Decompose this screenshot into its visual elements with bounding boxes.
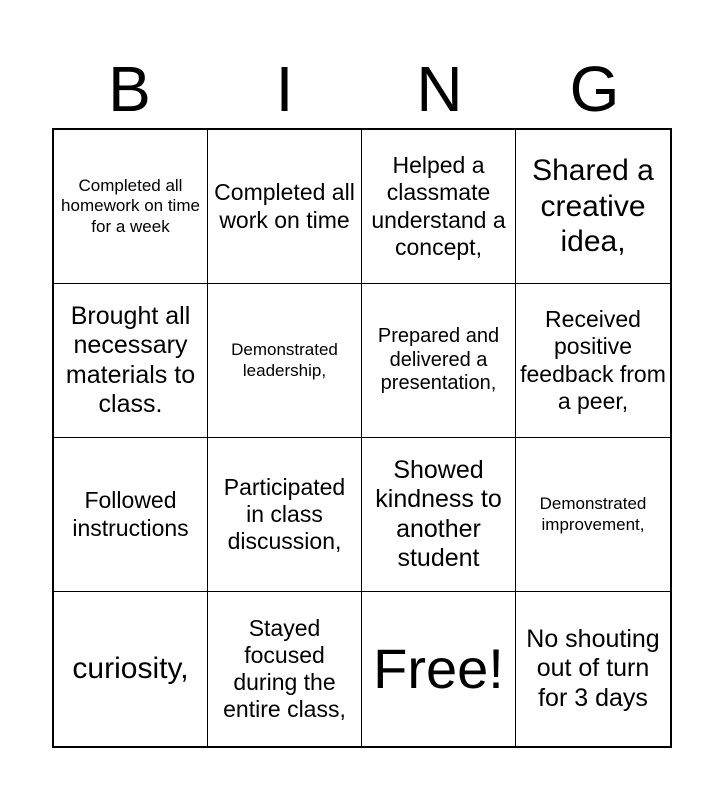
- bingo-header: [52, 50, 672, 128]
- cell-text: Shared a creative idea,: [532, 154, 654, 259]
- bingo-cell[interactable]: [362, 438, 516, 592]
- cell-text: Participated in class discussion,: [223, 473, 346, 555]
- bingo-cell[interactable]: [208, 438, 362, 592]
- cell-text: Demonstrated leadership,: [231, 340, 338, 380]
- bingo-cell[interactable]: [516, 438, 670, 592]
- bingo-cell[interactable]: [54, 130, 208, 284]
- bingo-cell[interactable]: [54, 284, 208, 438]
- bingo-cell[interactable]: [516, 130, 670, 284]
- header-letter-b: B: [108, 53, 151, 125]
- cell-text: Completed all homework on time for a week: [61, 176, 200, 236]
- cell-text: Followed instructions: [72, 487, 189, 541]
- header-letter-n: N: [416, 53, 463, 125]
- cell-text: Demonstrated improvement,: [539, 494, 647, 534]
- bingo-cell[interactable]: [362, 284, 516, 438]
- header-letter-i: I: [275, 53, 294, 125]
- bingo-cell[interactable]: [516, 592, 670, 746]
- bingo-cell[interactable]: [54, 592, 208, 746]
- cell-text: No shouting out of turn for 3 days: [526, 624, 660, 712]
- free-space-cell[interactable]: [362, 592, 516, 746]
- cell-text: Prepared and delivered a presentation,: [377, 325, 500, 395]
- bingo-cell[interactable]: [208, 592, 362, 746]
- bingo-cell[interactable]: [362, 130, 516, 284]
- cell-text: Brought all necessary materials to class.: [65, 301, 196, 418]
- bingo-cell[interactable]: [208, 130, 362, 284]
- cell-text: Completed all work on time: [214, 179, 355, 233]
- cell-text: curiosity,: [72, 652, 189, 686]
- cell-text: Free!: [373, 636, 504, 700]
- bingo-cell[interactable]: [54, 438, 208, 592]
- cell-text: Received positive feedback from a peer,: [520, 306, 666, 414]
- cell-text: Stayed focused during the entire class,: [223, 614, 346, 723]
- header-letter-g: G: [569, 53, 620, 125]
- cell-text: Helped a classmate understand a concept,: [371, 152, 506, 260]
- bingo-cell[interactable]: [208, 284, 362, 438]
- cell-text: Showed kindness to another student: [375, 455, 502, 572]
- bingo-board: [52, 128, 672, 748]
- bingo-cell[interactable]: [516, 284, 670, 438]
